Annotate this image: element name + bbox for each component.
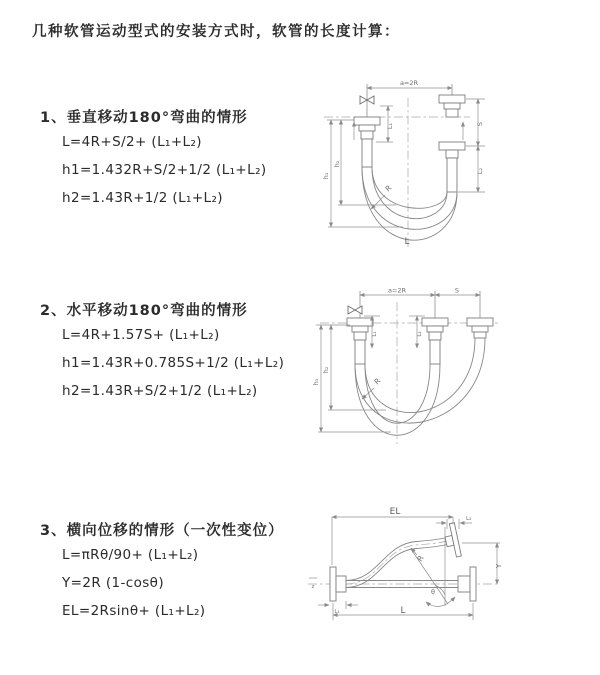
dim-label-l1: L₁ [386, 122, 394, 130]
dim-label-s: S [454, 286, 460, 295]
right-fitting-lower [439, 142, 465, 192]
dimensions [318, 507, 503, 620]
dimensions [312, 287, 480, 433]
dimensions [322, 79, 485, 247]
dim-label-length: L [400, 606, 406, 616]
section2-heading: 2、水平移动180°弯曲的情形 [40, 303, 248, 319]
diagram-vertical-180-bend [308, 72, 600, 256]
dim-label-l2: L₂ [417, 331, 423, 337]
section1-heading: 1、垂直移动180°弯曲的情形 [40, 110, 248, 126]
dim-label-length: L [404, 237, 410, 247]
dim-label-l1: L₁ [372, 331, 378, 337]
page-title: 几种软管运动型式的安装方式时，软管的长度计算： [32, 24, 400, 40]
section2-formula-h1: h1=1.43R+0.785S+1/2 (L₁+L₂) [62, 355, 285, 371]
dim-label-r: R [372, 376, 383, 387]
right-fitting [467, 291, 493, 338]
dim-label-y: Y [495, 563, 503, 569]
dim-label-h1: h₁ [312, 378, 320, 386]
dim-label-h2: h₂ [322, 366, 330, 374]
left-flange [330, 567, 346, 601]
section1-formula-h2: h2=1.43R+1/2 (L₁+L₂) [62, 190, 223, 206]
section1-formula-h1: h1=1.432R+S/2+1/2 (L₁+L₂) [62, 162, 267, 178]
section2-formula-L: L=4R+1.57S+ (L₁+L₂) [62, 327, 220, 343]
s-curve-hose [346, 523, 461, 588]
section1-formula-L: L=4R+S/2+ (L₁+L₂) [62, 134, 202, 150]
hose-loops [355, 338, 485, 435]
left-fitting [354, 84, 380, 167]
section3-formula-L: L=πRθ/90+ (L₁+L₂) [62, 547, 199, 563]
left-fitting [347, 291, 373, 364]
dim-label-h2: h₂ [333, 160, 341, 168]
dim-label-a2r: a=2R [387, 286, 407, 295]
axis-mark: z [311, 584, 315, 590]
right-fitting-upper [439, 84, 465, 117]
diagram-lateral-displacement [300, 503, 600, 648]
dim-label-r: R [383, 183, 394, 194]
dim-label-s: S [476, 121, 484, 127]
middle-fitting [422, 291, 448, 364]
dim-label-a2r: a=2R [399, 79, 419, 87]
valve-icon [348, 306, 362, 314]
diagram-horizontal-180-bend [306, 282, 600, 452]
dim-label-l1: L₁ [334, 609, 340, 615]
section3-formula-EL: EL=2Rsinθ+ (L₁+L₂) [62, 603, 206, 619]
section3-formula-Y: Y=2R (1-cosθ) [62, 575, 164, 591]
dim-label-theta: θ [431, 588, 435, 596]
dim-label-h1: h₁ [322, 172, 330, 180]
dim-label-r: R [415, 553, 426, 564]
dim-label-el: EL [389, 507, 401, 517]
section3-heading: 3、横向位移的情形（一次性变位） [40, 523, 284, 539]
upper-right-flange [443, 523, 462, 559]
dim-label-l2: L₂ [466, 516, 472, 522]
section2-formula-h2: h2=1.43R+S/2+1/2 (L₁+L₂) [62, 383, 258, 399]
dim-label-l2: L₂ [476, 167, 484, 175]
